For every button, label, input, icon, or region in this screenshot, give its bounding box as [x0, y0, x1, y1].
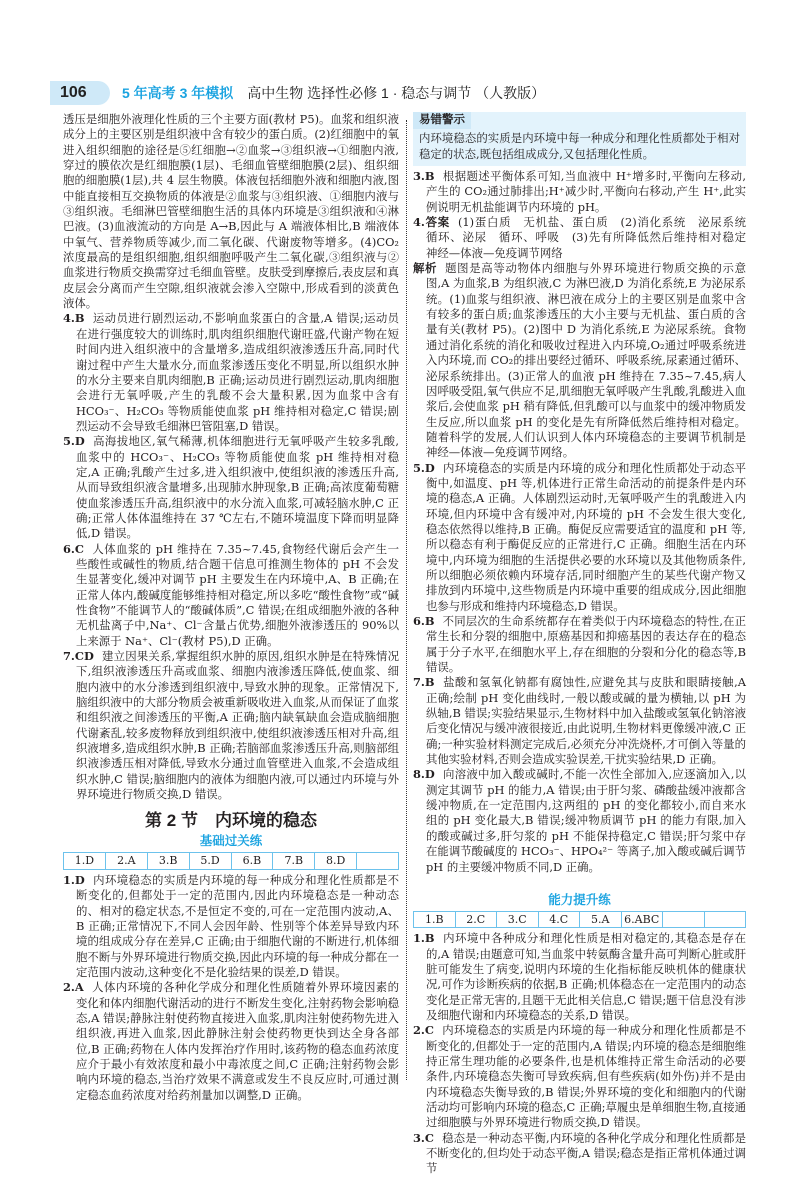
answer-item [413, 1131, 746, 1177]
advanced-answer-table [413, 911, 746, 928]
answer-text: 运动员进行剧烈运动,不影响血浆蛋白的含量,A 错误;运动员在进行强度较大的训练时,肌肉组织细胞代谢旺盛,代谢产物在短时间内进入组织液中的含量增多,造成组织液渗透压升高,同时代谢过程中产生大量水分,而血浆渗透压变化不明显,所以组织水肿的水分主要来自肌肉细胞,B 正确;运动员进行剧烈运动,肌肉细胞会进行无氧呼吸,产生的乳酸不会大量积累,因为血浆中含有 HCO₃⁻、H₂CO₃ 等物质能使血浆 pH 维持相对稳定,C 错误;剧烈运动不会导致毛细淋巴管阻塞,D 错误。 [76, 311, 399, 433]
answer-label: 2.A [63, 980, 84, 995]
answer-text: 高海拔地区,氧气稀薄,机体细胞进行无氧呼吸产生较多乳酸,血浆中的 HCO₃⁻、H₂CO₃ 等物质能使血浆 pH 维持相对稳定,A 正确;乳酸产生过多,进入组织液中,使组织液的渗透压升高,从而导致组织液含量增多,出现肺水肿现象,B 正确;高浓度葡萄糖使血浆渗透压升高,组织液中的水分流入血浆,可减轻脑水肿,C 正确;正常人体体温维持在 37 ℃左右,不随环境温度下降而明显降低,D 错误。 [76, 434, 399, 541]
answer-label: 6.B [413, 614, 435, 628]
basic-answer-list [63, 873, 399, 1103]
answer-item [413, 261, 746, 460]
answer-cell: 7.B [273, 853, 315, 869]
answer-cell: 8.D [315, 853, 357, 869]
answer-cell [663, 911, 705, 927]
answer-label: 7.B [413, 675, 435, 690]
answer-cell: 4.C [538, 911, 580, 927]
warning-text: 内环境稳态的实质是内环境中每一种成分和理化性质都处于相对稳定的状态,既包括组成成分,又包括理化性质。 [419, 131, 740, 161]
answer-label: 4.答案 [413, 215, 450, 230]
series-title: 5 年高考 3 年模拟 [122, 85, 234, 101]
intro-paragraph: 透压是细胞外液理化性质的三个主要方面(教材 P5)。血浆和组织液成分上的主要区别是组织液中含有较少的蛋白质。(2)红细胞中的氧进入组织细胞的途径是⑤红细胞→②血浆→③组织液→①细胞内液,穿过的膜依次是红细胞膜(1层)、毛细血管壁细胞膜(2层)、组织细胞的细胞膜(1层),共 4 层生物膜。体液包括细胞外液和细胞内液,图中能直接相互交换物质的体液是②血浆与③组织液、①细胞内液与③组织液。毛细淋巴管壁细胞生活的具体内环境是③组织液和④淋巴液。(3)血液流动的方向是 A→B,因此与 A 端液体相比,B 端液体中氧气、营养物质等减少,而二氧化碳、代谢废物等增多。(4)CO₂浓度最高的是组织细胞,组织细胞呼吸产生二氧化碳,③组织液与②血浆进行物质交换需穿过毛细血管壁。皮肤受到摩擦后,表皮层和真皮层会分离而产生空隙,组织液就会渗入空隙中,形成看到的淡黄色液体。 [63, 112, 399, 311]
answer-item [413, 461, 746, 614]
answer-item [413, 215, 758, 261]
answer-label: 4.B [63, 311, 85, 326]
answer-cell: 1.B [414, 911, 456, 927]
answer-label: 5.D [63, 434, 85, 449]
section-title: 第 2 节 内环境的稳态 [145, 811, 317, 831]
answer-cell [704, 911, 746, 927]
page-number: 106 [50, 81, 110, 105]
answer-item [63, 311, 399, 434]
answer-cell [357, 853, 399, 869]
answer-item [413, 675, 746, 767]
answer-label: 7.CD [63, 649, 94, 664]
answer-label: 2.C [413, 1023, 434, 1038]
basic-answer-table [63, 852, 399, 869]
answer-label: 6.C [63, 541, 84, 556]
basic-practice-title: 基础过关练 [199, 834, 263, 849]
answer-label: 8.D [413, 767, 435, 782]
answer-cell: 2.A [105, 853, 147, 869]
answer-label: 3.C [413, 1130, 434, 1145]
answer-text: 内环境稳态的实质是内环境的每一种成分和理化性质都是不断变化的,但都处于一定的范围内,因此内环境稳态是一种动态的、相对的稳定状态,不是恒定不变的,可在一定范围内波动,A、B 正确;正常情况下,不同人会因年龄、性别等个体差异导致内环境的组成成分存在差异,C 正确;由于细胞代谢的不断进行,机体细胞不断与外界环境进行物质交换,因此内环境的每一种成分都在一定范围内波动,这种变化不是化验结果的误差,D 错误。 [76, 872, 399, 979]
answer-item [63, 542, 399, 649]
answer-text: 向溶液中加入酸或碱时,不能一次性全部加入,应逐滴加入,以测定其调节 pH 的能力,A 错误;由于肝匀浆、磷酸盐缓冲液都含缓冲物质,在一定范围内,这两组的 pH 的变化都较小,而自来水组的 pH 变化最大,B 错误;缓冲物质调节 pH 的能力有限,加入的酸或碱过多,肝匀浆的 pH 不能保持稳定,C 错误;肝匀浆中存在能调节酸碱度的 HCO₃⁻、HPO₄²⁻ 等离子,加入酸或碱后调节 pH 的主要缓冲物质不同,D 正确。 [426, 767, 746, 874]
answer-cell: 2.C [455, 911, 497, 927]
answer-item [413, 1023, 746, 1130]
answer-label: 1.D [63, 872, 85, 887]
answer-cell: 5.D [189, 853, 231, 869]
warning-box [413, 112, 746, 166]
answer-label: 解析 [413, 261, 438, 276]
column-divider [406, 120, 407, 1080]
answer-text: 人体血浆的 pH 维持在 7.35~7.45,食物经代谢后会产生一些酸性或碱性的物质,结合题干信息可推测生物体的 pH 不会发生显著变化,缓冲对调节 pH 主要发生在内环境中,A、B 正确;在正常人体内,酸碱度能够维持相对稳定,所以多吃“酸性食物”或“碱性食物”不能调节人的“酸碱体质”,C 错误;在组成细胞外液的各种无机盐离子中,Na⁺、Cl⁻含量占优势,细胞外液渗透压的 90%以上来源于 Na⁺、Cl⁻(教材 P5),D 正确。 [76, 541, 399, 648]
answer-label: 1.B [413, 931, 435, 946]
answer-label: 5.D [413, 460, 435, 475]
answer-text: (1)蛋白质 无机盐、蛋白质 (2)消化系统 泌尿系统 循环、泌尿 循环、呼吸 (3)先有所降低然后维持相对稳定 神经—体液—免疫调节网络 [426, 215, 758, 260]
answer-text: 内环境稳态的实质是内环境的每一种成分和理化性质都是不断变化的,但都处于一定的范围内,A 错误;内环境的稳态是细胞维持正常生理功能的必要条件,也是机体维持正常生命活动的必要条件,内环境稳态失衡可导致疾病,但有些疾病(如外伤)并不是由内环境稳态失衡导致的,B 错误;外界环境的变化和细胞内的代谢活动均可影响内环境的稳态,C 正确;草履虫是单细胞生物,直接通过细胞膜与外界环境进行物质交换,D 错误。 [426, 1023, 746, 1130]
answer-item [63, 873, 399, 980]
answer-cell: 3.B [147, 853, 189, 869]
advanced-answer-list [413, 931, 746, 1177]
answer-item [413, 767, 746, 874]
answer-cell: 1.D [64, 853, 106, 869]
right-column [413, 112, 758, 1177]
answer-item [413, 614, 746, 675]
advanced-practice-title: 能力提升练 [548, 892, 611, 907]
answer-item [63, 649, 399, 802]
answer-text: 内环境中各种成分和理化性质是相对稳定的,其稳态是存在的,A 错误;由题意可知,当血浆中转氨酶含量升高可判断心脏或肝脏可能发生了病变,说明内环境的生化指标能反映机体的健康状况,可作为诊断疾病的依据,B 正确;机体稳态在一定范围内的动态变化是正常无害的,且题干无此相关信息,C 错误;题干信息没有涉及细胞代谢和内环境稳态的关系,D 错误。 [426, 931, 746, 1022]
answer-cell: 6.ABC [621, 911, 663, 927]
answer-cell: 3.C [497, 911, 539, 927]
answer-cell: 5.A [580, 911, 622, 927]
answer-list [63, 311, 399, 802]
answer-label: 3.B [413, 169, 435, 184]
warning-title: 易错警示 [413, 112, 471, 129]
answer-list [413, 169, 758, 875]
answer-item [63, 434, 399, 541]
answer-text: 内环境稳态的实质是内环境的成分和理化性质都处于动态平衡中,如温度、pH 等,机体进行正常生命活动的前提条件是内环境的稳态,A 正确。人体剧烈运动时,无氧呼吸产生的乳酸进入内环境,但内环境中含有缓冲对,内环境的 pH 不会发生很大变化,稳态依然得以维持,B 正确。酶促反应需要适宜的温度和 pH 等,所以稳态有利于酶促反应的正常进行,C 正确。细胞生活在内环境中,内环境为细胞的生活提供必要的水环境以及其他物质条件,所以细胞必须依赖内环境存活,同时细胞产生的某些代谢产物又排放到内环境中,这些物质是内环境中重要的组成成分,因此细胞也参与形成和维持内环境稳态,D 错误。 [426, 460, 746, 613]
answer-item [413, 169, 746, 215]
answer-text: 不同层次的生命系统都存在着类似于内环境稳态的特性,在正常生长和分裂的细胞中,原癌基因和抑癌基因的表达存在的稳态属于分子水平,在细胞水平上,存在细胞的分裂和分化的稳态等,B 错误。 [426, 614, 746, 675]
answer-text: 建立因果关系,掌握组织水肿的原因,组织水肿是在特殊情况下,组织液渗透压升高或血浆、细胞内液渗透压降低,使血浆、细胞内液中的水分渗透到组织液中,导致水肿的现象。正常情况下,脑组织液中的大部分物质会被重新吸收进入血浆,从而保证了血浆和组织液之间渗透压的平衡,A 正确;脑内缺氧缺血会造成脑细胞代谢紊乱,较多废物释放到组织液中,使组织液渗透压相对升高,组织液增多,造成组织水肿,B 正确;若脑部血浆渗透压升高,则脑部组织液渗透压相对降低,导致水分通过血管壁进入血浆,不会造成组织水肿,C 错误;脑细胞内的液体为细胞内液,可以通过内环境与外界环境进行物质交换,D 错误。 [76, 649, 399, 802]
page-header [50, 80, 750, 106]
answer-item [63, 980, 399, 1103]
answer-text: 人体内环境的各种化学成分和理化性质随着外界环境因素的变化和体内细胞代谢活动的进行不断发生变化,注射药物会影响稳态,A 错误;静脉注射使药物直接进入血浆,肌肉注射使药物先进入组织液,再进入血浆,因此静脉注射会使药物更快到达全身各部位,B 正确;药物在人体内发挥治疗作用时,该药物的稳态血药浓度应介于最小有效浓度和最小中毒浓度之间,C 正确;注射药物会影响内环境的稳态,当治疗效果不满意或发生不良反应时,可通过测定稳态血药浓度对给药剂量加以调整,D 正确。 [76, 980, 399, 1102]
answer-text: 稳态是一种动态平衡,内环境的各种化学成分和理化性质都是不断变化的,但均处于动态平衡,A 错误;稳态是指正常机体通过调节 [426, 1130, 746, 1176]
answer-item [413, 931, 746, 1023]
answer-text: 题图是高等动物体内细胞与外界环境进行物质交换的示意图,A 为血浆,B 为组织液,C 为淋巴液,D 为消化系统,E 为泌尿系统。(1)血浆与组织液、淋巴液在成分上的主要区别是血浆中含有较多的蛋白质;血浆渗透压的大小主要与无机盐、蛋白质的含量有关(教材 P5)。(2)图中 D 为消化系统,E 为泌尿系统。食物通过消化系统的消化和吸收过程进入内环境,O₂通过呼吸系统进入内环境,而 CO₂的排出要经过循环、呼吸系统,尿素通过循环、泌尿系统排出。(3)正常人的血液 pH 维持在 7.35~7.45,病人因呼吸受阻,氧气供应不足,肌细胞无氧呼吸产生乳酸,乳酸进入血浆后,会使血浆 pH 稍有降低,但乳酸可以与血浆中的缓冲物质发生反应,所以血浆 pH 的变化是先有所降低然后维持相对稳定。随着科学的发展,人们认识到人体内环境稳态的主要调节机制是神经—体液—免疫调节网络。 [426, 261, 746, 460]
answer-cell: 6.B [231, 853, 273, 869]
book-title: 高中生物 选择性必修 1 · 稳态与调节 （人教版） [247, 85, 546, 101]
answer-text: 根据题述平衡体系可知,当血液中 H⁺增多时,平衡向左移动,产生的 CO₂通过肺排出;H⁺减少时,平衡向右移动,产生 H⁺,此实例说明无机盐能调节内环境的 pH。 [426, 169, 746, 214]
left-column [63, 112, 399, 1103]
answer-text: 盐酸和氢氧化钠都有腐蚀性,应避免其与皮肤和眼睛接触,A 正确;绘制 pH 变化曲线时,一般以酸或碱的量为横轴,以 pH 为纵轴,B 错误;实验结果显示,生物材料中加入盐酸或氢氧化钠溶液后变化情况与缓冲液很接近,由此说明,生物材料更像缓冲液,C 正确;一种实验材料测定完成后,必须充分冲洗烧杯,才可倒入等量的其他实验材料,否则会造成实验误差,干扰实验结果,D 正确。 [426, 675, 746, 767]
